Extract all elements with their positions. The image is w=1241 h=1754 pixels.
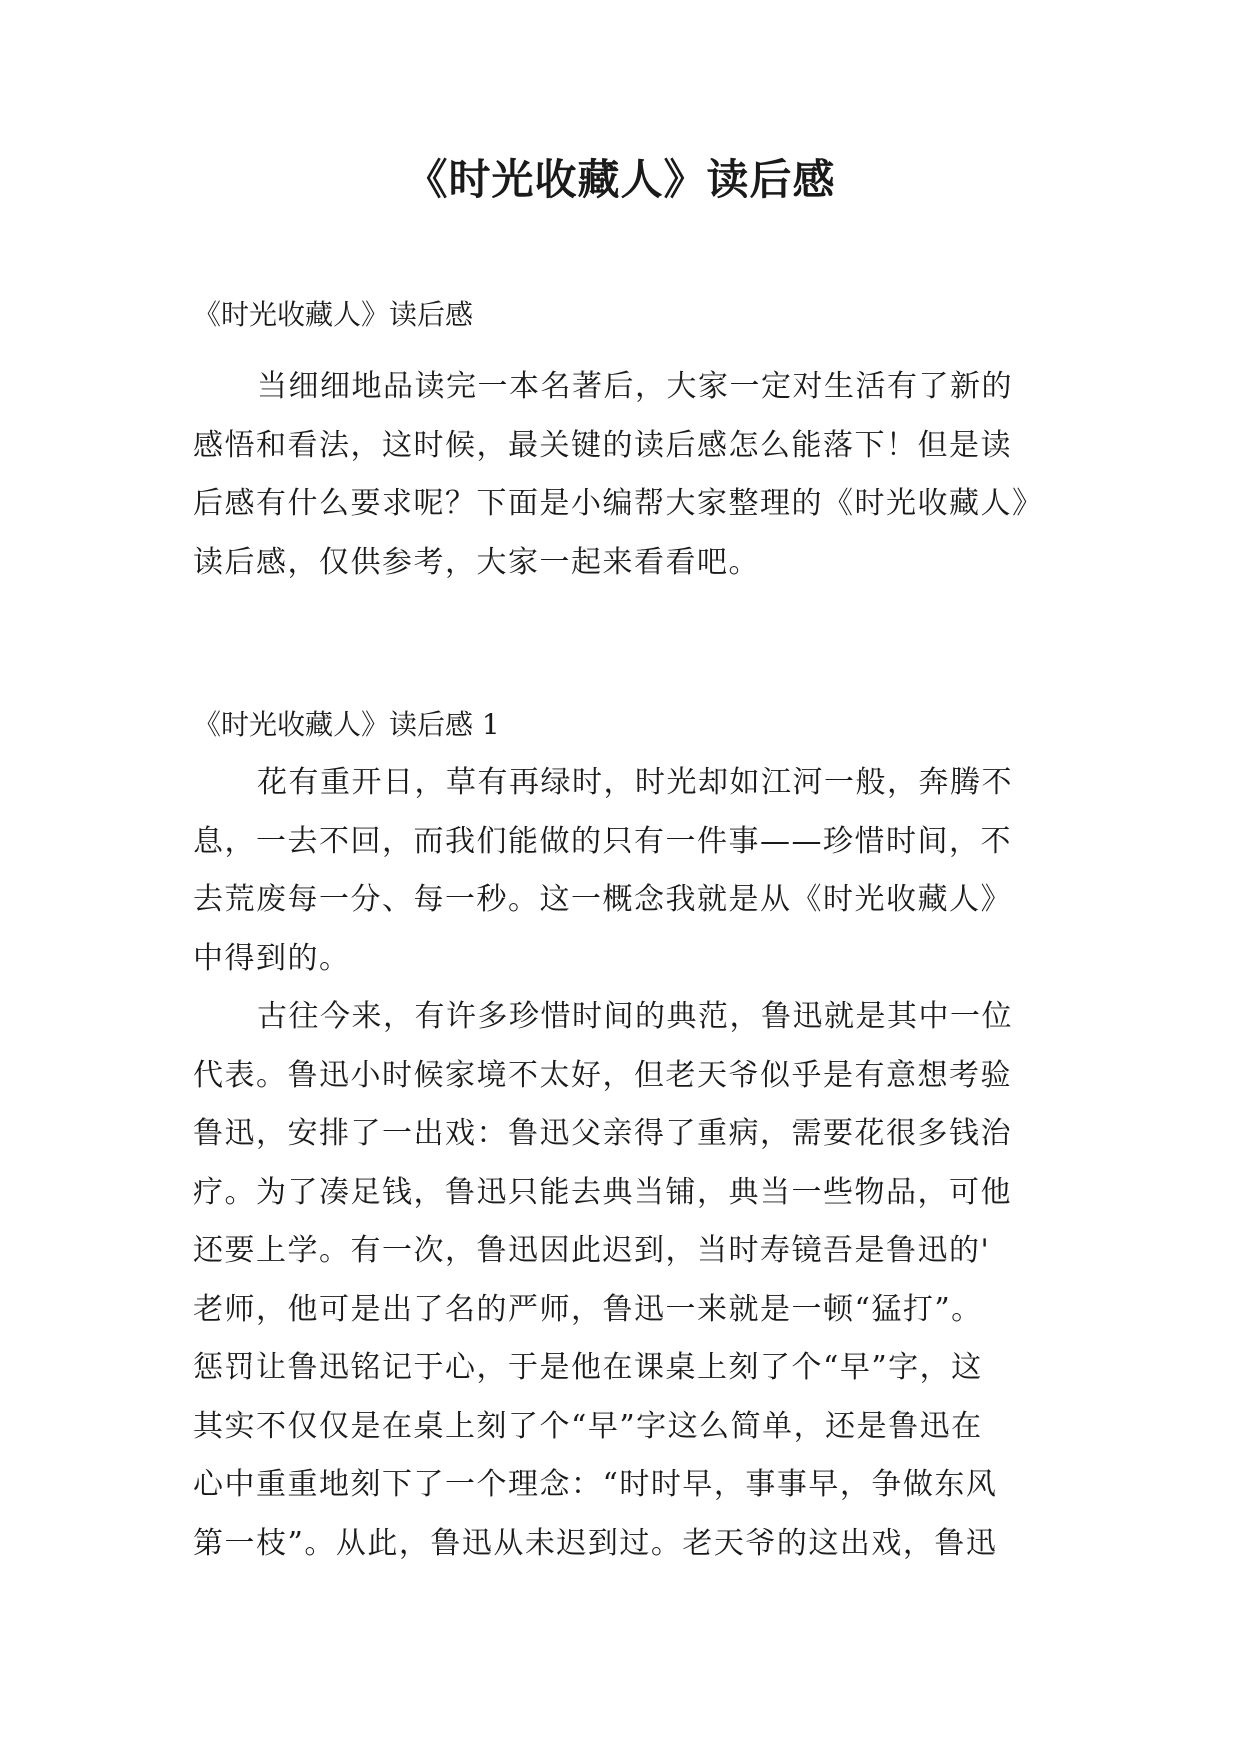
intro-paragraph <box>193 358 1063 592</box>
intro-line: 读后感，仅供参考，大家一起来看看吧。 <box>193 544 760 580</box>
intro-line: 当细细地品读完一本名著后，大家一定对生活有了新的 <box>257 369 1013 404</box>
paragraph-line: 老师，他可是出了名的严师，鲁迅一来就是一顿“猛打”。 <box>193 1291 983 1327</box>
document-subtitle: 《时光收藏人》读后感 <box>193 298 474 331</box>
paragraph-line: 去荒废每一分、每一秒。这一概念我就是从《时光收藏人》 <box>193 882 1012 917</box>
paragraph-line: 花有重开日，草有再绿时，时光却如江河一般，奔腾不 <box>257 765 1013 800</box>
paragraph-line: 惩罚让鲁迅铭记于心，于是他在课桌上刻了个“早”字，这 <box>193 1350 983 1385</box>
paragraph-line: 中得到的。 <box>193 940 351 976</box>
paragraph-line: 第一枝”。从此，鲁迅从未迟到过。老天爷的这出戏，鲁迅 <box>193 1525 998 1561</box>
paragraph-line: 息，一去不回，而我们能做的只有一件事——珍惜时间，不 <box>193 823 1012 859</box>
section-paragraph-2 <box>193 988 1063 1573</box>
paragraph-line: 其实不仅仅是在桌上刻了个“早”字这么简单，还是鲁迅在 <box>193 1408 983 1444</box>
document-title: 《时光收藏人》读后感 <box>405 155 836 204</box>
intro-line: 后感有什么要求呢？下面是小编帮大家整理的《时光收藏人》 <box>193 486 1044 521</box>
section-paragraph-1 <box>193 754 1063 988</box>
paragraph-line: 古往今来，有许多珍惜时间的典范，鲁迅就是其中一位 <box>257 999 1013 1034</box>
paragraph-line: 代表。鲁迅小时候家境不太好，但老天爷似乎是有意想考验 <box>193 1057 1012 1093</box>
intro-line: 感悟和看法，这时候，最关键的读后感怎么能落下！但是读 <box>193 427 1012 463</box>
paragraph-line: 鲁迅，安排了一出戏：鲁迅父亲得了重病，需要花很多钱治 <box>193 1116 1012 1151</box>
paragraph-line: 疗。为了凑足钱，鲁迅只能去典当铺，典当一些物品，可他 <box>193 1174 1012 1210</box>
section-heading: 《时光收藏人》读后感 1 <box>193 708 500 741</box>
paragraph-line: 还要上学。有一次，鲁迅因此迟到，当时寿镜吾是鲁迅的' <box>193 1233 991 1268</box>
paragraph-line: 心中重重地刻下了一个理念：“时时早，事事早，争做东风 <box>193 1467 998 1502</box>
